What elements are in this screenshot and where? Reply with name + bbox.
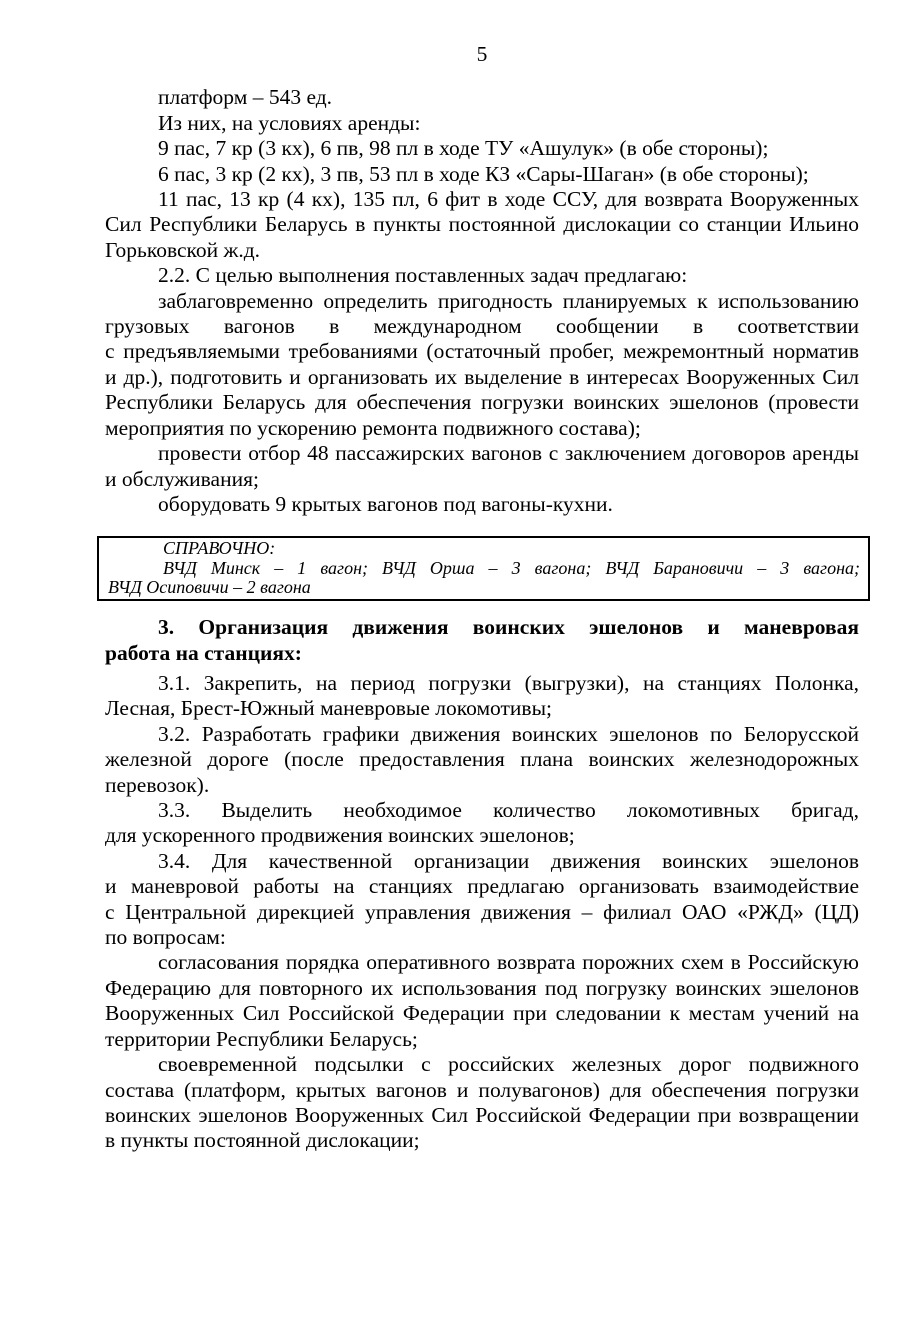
body-paragraph: заблаговременно определить пригодность планируемых к использованию грузовых вагонов в международном сообщении в соответствии с предъявляемыми требованиями (остаточный пробег, межремонтный норматив и др.), подготовить и организовать их выделение в интересах Вооруженных Сил Республики Беларусь для обеспечения погрузки воинских эшелонов (провести мероприятия по ускорению ремонта подвижного состава); xyxy=(105,288,859,440)
page-number: 5 xyxy=(476,42,488,66)
body-paragraph: 6 пас, 3 кр (2 кх), 3 пв, 53 пл в ходе КЗ «Сары-Шаган» (в обе стороны); xyxy=(158,161,809,186)
body-paragraph: 11 пас, 13 кр (4 кх), 135 пл, 6 фит в ходе ССУ, для возврата Вооруженных Сил Республики Беларусь в пункты постоянной дислокации со станции Ильино Горьковской ж.д. xyxy=(105,187,859,262)
body-paragraph: Из них, на условиях аренды: xyxy=(158,110,421,135)
body-paragraph: согласования порядка оперативного возврата порожних схем в Российскую Федерацию для повторного их использования под погрузку воинских эшелонов Вооруженных Сил Российской Федерации при следовании к местам учений на территории Республики Беларусь; xyxy=(105,950,859,1051)
body-paragraph: 3.1. Закрепить, на период погрузки (выгрузки), на станциях Полонка, Лесная, Брест-Южный маневровые локомотивы; xyxy=(105,671,859,721)
body-paragraph: 2.2. С целью выполнения поставленных задач предлагаю: xyxy=(158,263,688,288)
document-page xyxy=(0,42,905,1322)
section-heading: 3. Организация движения воинских эшелонов и маневровая работа на станциях: xyxy=(105,615,859,665)
body-paragraph: провести отбор 48 пассажирских вагонов с заключением договоров аренды и обслуживания; xyxy=(105,441,859,491)
body-paragraph: 3.4. Для качественной организации движения воинских эшелонов и маневровой работы на станциях предлагаю организовать взаимодействие с Центральной дирекцией управления движения – филиал ОАО «РЖД» (ЦД) по вопросам: xyxy=(105,848,859,950)
body-paragraph: своевременной подсылки с российских железных дорог подвижного состава (платформ, крытых вагонов и полувагонов) для обеспечения погрузки воинских эшелонов Вооруженных Сил Российской Федерации при возвращении в пункты постоянной дислокации; xyxy=(105,1052,859,1153)
body-paragraph: 9 пас, 7 кр (3 кх), 6 пв, 98 пл в ходе ТУ «Ашулук» (в обе стороны); xyxy=(158,136,769,161)
reference-note-box xyxy=(97,536,870,601)
note-title: СПРАВОЧНО: xyxy=(163,538,276,559)
body-paragraph: 3.2. Разработать графики движения воинских эшелонов по Белорусской железной дороге (после предоставления плана воинских железнодорожных перевозок). xyxy=(105,721,859,797)
body-paragraph: платформ – 543 ед. xyxy=(158,85,333,110)
body-paragraph: оборудовать 9 крытых вагонов под вагоны-кухни. xyxy=(158,491,613,516)
body-paragraph: 3.3. Выделить необходимое количество локомотивных бригад, для ускоренного продвижения воинских эшелонов; xyxy=(105,798,859,848)
note-body: ВЧД Минск – 1 вагон; ВЧД Орша – 3 вагона; ВЧД Барановичи – 3 вагона; ВЧД Осиповичи – 2 вагона xyxy=(108,557,860,597)
